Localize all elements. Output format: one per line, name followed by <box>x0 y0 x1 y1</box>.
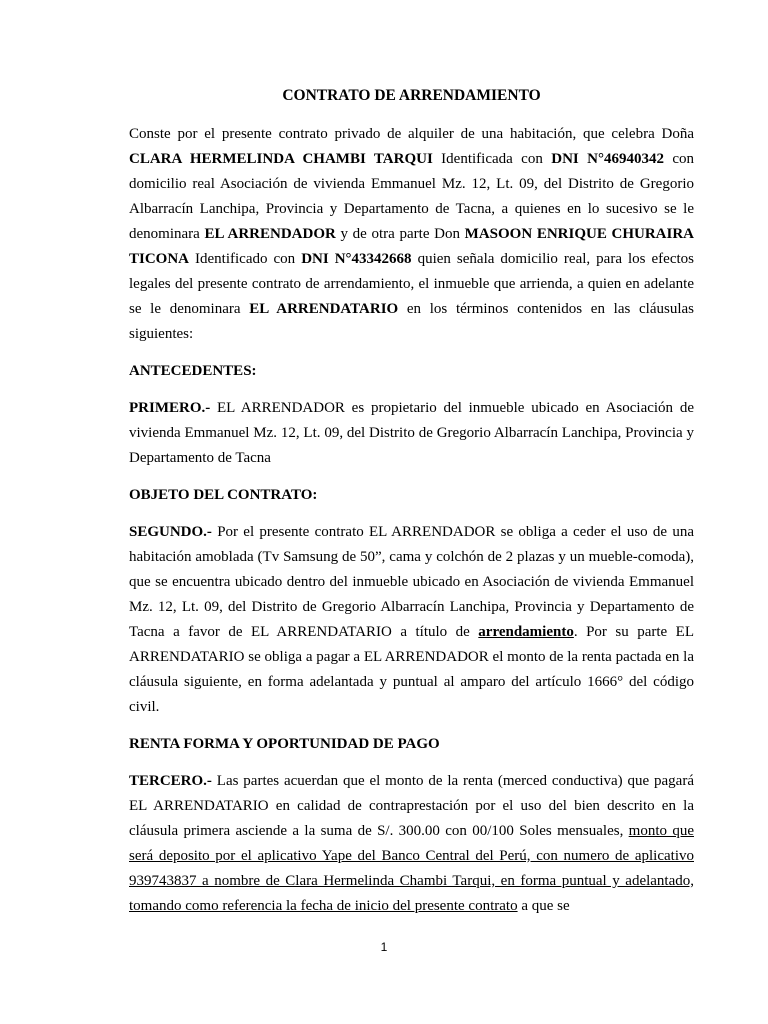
intro-text: Identificada con <box>432 151 552 167</box>
intro-text: Identificado con <box>189 251 302 267</box>
intro-text: y de otra parte Don <box>335 226 465 242</box>
clause-text: a que se <box>517 898 570 914</box>
lessee-name: MASOON ENRIQUE CHURAIRA TICONA <box>129 226 695 267</box>
lessee-dni: DNI N°43342668 <box>301 251 412 267</box>
intro-text: en los términos contenidos en las cláusulas siguientes: <box>129 301 694 342</box>
intro-text: quien señala domicilio real, para los efectos legales del presente contrato de arrendamiento, el inmueble que arrienda, a quien en adelante se le denominara <box>129 251 694 317</box>
section-heading-antecedentes: ANTECEDENTES: <box>129 363 257 379</box>
clause-primero <box>129 396 694 471</box>
clause-text: Por el presente contrato EL ARRENDADOR se obliga a ceder el uso de una habitación amoblada (Tv Samsung de 50”, cama y colchón de 2 plazas y un mueble-comoda), que se encuentra ubicado dentro del inmueble ubicado en Asociación de vivienda Emmanuel Mz. 12, Lt. 09, del Distrito de Gregorio Albarracín Lanchipa, Provincia y Departamento de Tacna a favor de EL ARRENDATARIO a título de <box>129 524 694 640</box>
clause-label: TERCERO.- <box>129 773 212 789</box>
clause-label: SEGUNDO.- <box>129 524 212 540</box>
clause-text: Las partes acuerdan que el monto de la renta (merced conductiva) que pagará EL ARRENDATARIO en calidad de contraprestación por el uso del bien descrito en la cláusula primera asciende a la suma de S/. 300.00 con 00/100 Soles mensuales, <box>129 773 694 839</box>
document-title: CONTRATO DE ARRENDAMIENTO <box>282 87 541 104</box>
lessor-name: CLARA HERMELINDA CHAMBI TARQUI <box>129 151 433 167</box>
page-number: 1 <box>380 940 388 954</box>
clause-segundo <box>129 520 694 720</box>
section-heading-renta: RENTA FORMA Y OPORTUNIDAD DE PAGO <box>129 736 440 752</box>
document-page <box>129 76 694 931</box>
clause-tercero <box>129 769 694 919</box>
lessee-term: EL ARRENDATARIO <box>249 301 399 317</box>
intro-text: con domicilio real Asociación de vivienda Emmanuel Mz. 12, Lt. 09, del Distrito de Gregorio Albarracín Lanchipa, Provincia y Departamento de Tacna, a quienes en lo sucesivo se le denominara <box>129 151 694 242</box>
clause-text: EL ARRENDADOR es propietario del inmueble ubicado en Asociación de vivienda Emmanuel Mz. 12, Lt. 09, del Distrito de Gregorio Albarracín Lanchipa, Provincia y Departamento de Tacna <box>129 400 694 466</box>
section-heading-objeto: OBJETO DEL CONTRATO: <box>129 487 318 503</box>
lessor-dni: DNI N°46940342 <box>551 151 664 167</box>
intro-text: Conste por el presente contrato privado de alquiler de una habitación, que celebra Doña <box>129 126 694 142</box>
clause-underlined: monto que será deposito por el aplicativo Yape del Banco Central del Perú, con numero de aplicativo 939743837 a nombre de Clara Hermelinda Chambi Tarqui, en forma puntual y adelantado, tomando como referencia la fecha de inicio del presente contrato <box>129 823 694 914</box>
clause-text: . Por su parte EL ARRENDATARIO se obliga a pagar a EL ARRENDADOR el monto de la renta pactada en la cláusula siguiente, en forma adelantada y puntual al amparo del artículo 1666° del código civil. <box>129 624 694 715</box>
clause-label: PRIMERO.- <box>129 400 211 416</box>
clause-emphasis: arrendamiento <box>478 624 574 640</box>
intro-paragraph <box>129 122 694 347</box>
lessor-term: EL ARRENDADOR <box>204 226 336 242</box>
